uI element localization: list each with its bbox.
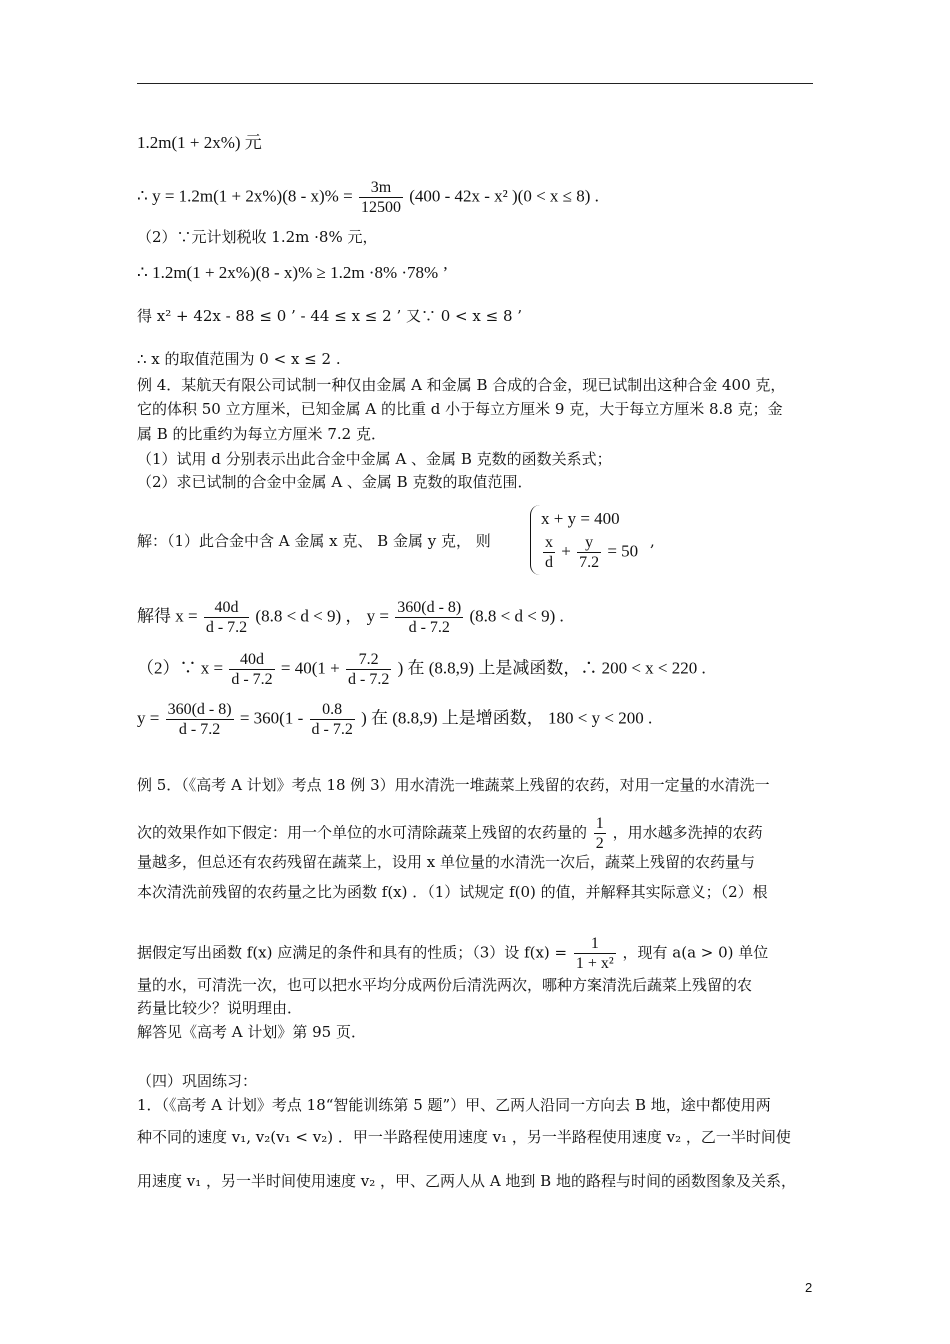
line-1: 1.2m(1 + 2x%) 元 xyxy=(137,133,262,152)
line-9: 属 B 的比重约为每立方厘米 7.2 克． xyxy=(137,425,386,443)
line-15: y = $\frac{360(d - 8)}{d - 7.2}$ = 360(1 - $\frac{0.8}{d - 7.2}$ ) 在 (8.8,9) 上是增函数， 180 < y < 200 . xyxy=(137,701,653,738)
line-3: （2）∵元计划税收 1.2m ·8% 元， xyxy=(137,228,378,246)
line-17: 次的效果作如下假定：用一个单位的水可清除蔬菜上残留的农药量的 $\frac{1}{2}$ ，用水越多洗掉的农药 xyxy=(137,815,763,852)
line-5: 得 x² + 42x - 88 ≤ 0 ’ - 44 ≤ x ≤ 2 ’ 又∵ 0 < x ≤ 8 ’ xyxy=(137,307,523,325)
line-14: （2）∵ x = $\frac{40d}{d - 7.2}$ = 40(1 + $\frac{7.2}{d - 7.2}$ ) 在 (8.8,9) 上是减函数，∴ 200 < x < 220 . xyxy=(137,651,706,688)
page-number: 2 xyxy=(805,1280,813,1295)
line-26: 种不同的速度 v₁, v₂(v₁ < v₂) ．甲一半路程使用速度 v₁ ，另一半路程使用速度 v₂ ，乙一半时间使 xyxy=(137,1128,791,1146)
line-7: 例 4．某航天有限公司试制一种仅由金属 A 和金属 B 合成的合金，现已试制出这种合金 400 克， xyxy=(137,376,786,394)
line-19: 本次清洗前残留的农药量之比为函数 f(x) ．（1）试规定 f(0) 的值，并解释其实际意义；（2）根 xyxy=(137,883,768,901)
system-row-2: $\frac{x}{d}$ + $\frac{y}{7.2}$ = 50 xyxy=(545,534,639,571)
line-2-head: ∴ y = 1.2m(1 + 2x%)(8 - x)% = xyxy=(137,186,353,206)
line-6: ∴ x 的取值范围为 0 < x ≤ 2 . xyxy=(137,350,341,368)
line-20: 据假定写出函数 f(x) 应满足的条件和具有的性质；（3）设 f(x) = $\frac{1}{\text{1 + x²}}$ ，现有 a(a > 0) 单位 xyxy=(137,935,769,972)
header-rule xyxy=(137,83,813,84)
line-21: 量的水，可清洗一次，也可以把水平均分成两份后清洗两次，哪种方案清洗后蔬菜上残留的农 xyxy=(137,976,753,994)
line-22: 药量比较少？说明理由． xyxy=(137,999,303,1017)
line-2 xyxy=(137,178,599,217)
line-13: 解得 x = $\frac{40d}{d - 7.2}$ (8.8 < d < 9) ， y = $\frac{360(d - 8)}{d - 7.2}$ (8.8 < d < 9) . xyxy=(137,599,564,636)
fraction-3m-12500: $\frac{3m}{12500}$ xyxy=(360,179,401,216)
line-18: 量越多，但总还有农药残留在蔬菜上，设用 x 单位量的水清洗一次后，蔬菜上残留的农药量与 xyxy=(137,853,755,871)
line-4: ∴ 1.2m(1 + 2x%)(8 - x)% ≥ 1.2m ·8% ·78% ’ xyxy=(137,263,449,282)
system-row-1: x + y = 400 xyxy=(541,509,620,528)
line-8: 它的体积 50 立方厘米，已知金属 A 的比重 d 小于每立方厘米 9 克，大于每立方厘米 8.8 克；金 xyxy=(137,400,783,418)
line-2-tail: (400 - 42x - x² )(0 < x ≤ 8) . xyxy=(409,186,599,206)
line-23: 解答见《高考 A 计划》第 95 页． xyxy=(137,1023,366,1041)
line-11: （2）求已试制的合金中金属 A 、金属 B 克数的取值范围． xyxy=(137,473,533,491)
line-12: 解：（1）此合金中含 A 金属 x 克、 B 金属 y 克， 则 xyxy=(137,532,491,550)
line-16: 例 5．（《高考 A 计划》考点 18 例 3）用水清洗一堆蔬菜上残留的农药，对用一定量的水清洗一 xyxy=(137,776,770,794)
system-comma: , xyxy=(650,532,655,550)
line-24: （四）巩固练习： xyxy=(137,1072,258,1090)
line-27: 用速度 v₁ ，另一半时间使用速度 v₂ ，甲、乙两人从 A 地到 B 地的路程与时间的函数图象及关系， xyxy=(137,1172,796,1190)
equation-system xyxy=(530,505,659,575)
line-10: （1）试用 d 分别表示出此合金中金属 A 、金属 B 克数的函数关系式； xyxy=(137,450,612,468)
line-25: 1．（《高考 A 计划》考点 18“智能训练第 5 题”）甲、乙两人沿同一方向去 B 地，途中都使用两 xyxy=(137,1096,771,1114)
